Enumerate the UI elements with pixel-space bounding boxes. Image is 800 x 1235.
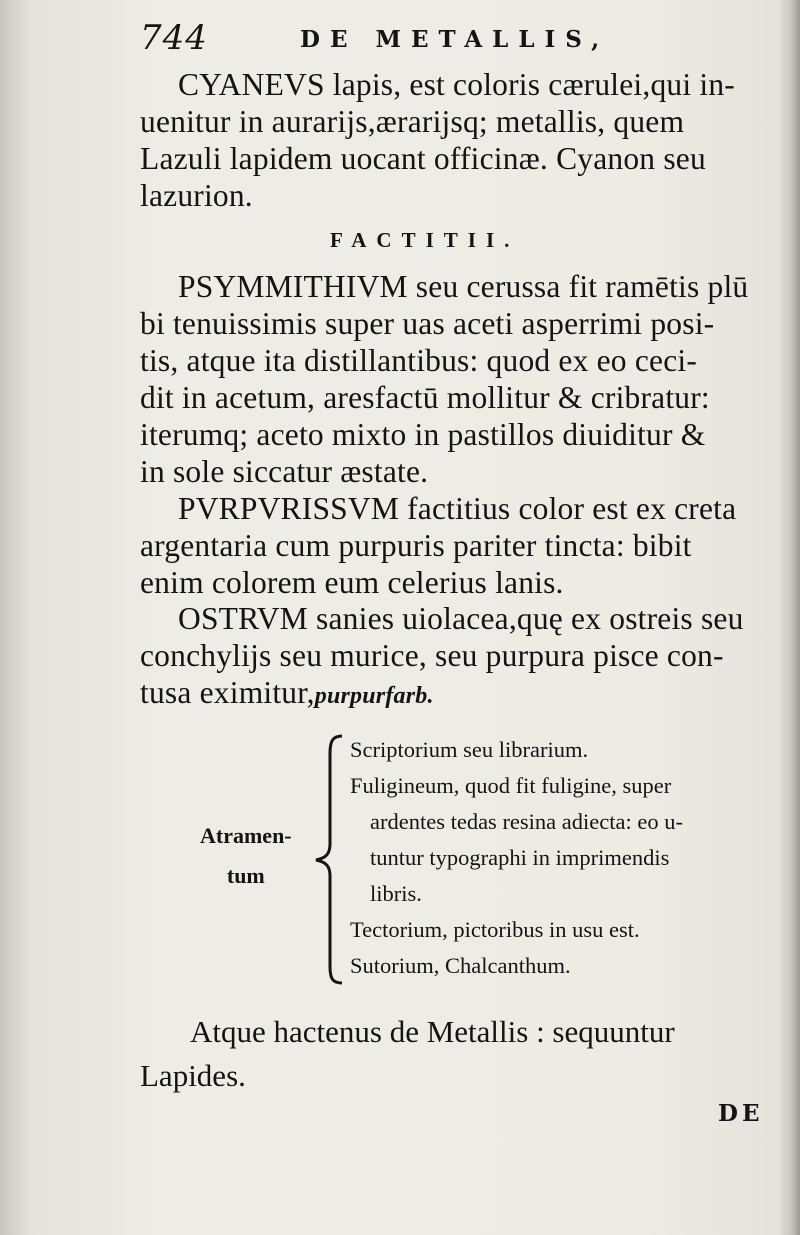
atramentum-brace-table [140, 732, 770, 992]
brace-items [350, 732, 770, 984]
paragraph-psymmithium [140, 268, 765, 490]
brace-label-line: tum [226, 863, 265, 888]
text-line: Atque hactenus de Metallis : sequuntur [190, 1014, 675, 1049]
curly-brace-icon [312, 732, 346, 987]
text-line: in sole siccatur æstate. [140, 454, 429, 489]
page-gutter-shadow [778, 0, 800, 1235]
page-header [140, 18, 760, 58]
text-line: enim colorem eum celerius lanis. [140, 565, 564, 600]
german-gloss: purpurfarb. [314, 683, 434, 709]
text-line: dit in acetum, aresfactū mollitur & cribratur: [140, 380, 710, 415]
text-line: lazurion. [140, 178, 253, 213]
closing-sentence [140, 1010, 770, 1098]
text-line: PSYMMITHIVM seu cerussa fit ramētis plū [178, 269, 749, 304]
text-line: Lazuli lapidem uocant officinæ. Cyanon seu [140, 141, 706, 176]
brace-item: ardentes tedas resina adiecta: eo u- [370, 809, 683, 834]
brace-label-line: Atramen- [200, 823, 292, 848]
brace-item: Tectorium, pictoribus in usu est. [350, 917, 640, 942]
text-line: conchylijs seu murice, seu purpura pisce con- [140, 638, 724, 673]
text-line: Lapides. [140, 1058, 246, 1093]
text-line: PVRPVRISSVM factitius color est ex creta [178, 491, 737, 526]
section-heading: FACTITII. [330, 228, 520, 252]
running-head: DE METALLIS, [300, 26, 610, 53]
brace-item: Scriptorium seu librarium. [350, 737, 589, 762]
paragraph-ostrum [140, 600, 765, 715]
text-line: OSTRVM sanies uiolacea,quę ex ostreis seu [178, 601, 744, 636]
paragraph-purpurissum [140, 490, 765, 601]
brace-item: Sutorium, Chalcanthum. [350, 953, 571, 978]
text-line [140, 674, 765, 715]
text-line-start: tusa eximitur, [140, 675, 315, 710]
text-line: iterumq; aceto mixto in pastillos diuiditur & [140, 417, 706, 452]
brace-item: tuntur typographi in imprimendis [370, 845, 670, 870]
text-line: CYANEVS lapis, est coloris cærulei,qui in- [178, 67, 735, 102]
brace-label [200, 816, 292, 896]
page-number: 744 [140, 18, 208, 58]
catchword: DE [718, 1100, 764, 1127]
text-line: argentaria cum purpuris pariter tincta: bibit [140, 528, 692, 563]
text-line: uenitur in aurarijs,ærarijsq; metallis, quem [140, 104, 685, 139]
brace-item: Fuligineum, quod fit fuligine, super [350, 773, 672, 798]
brace-item: libris. [370, 881, 422, 906]
text-line: tis, atque ita distillantibus: quod ex eo ceci- [140, 343, 698, 378]
text-line: bi tenuissimis super uas aceti asperrimi posi- [140, 306, 715, 341]
paragraph-cyaneus [140, 66, 765, 214]
